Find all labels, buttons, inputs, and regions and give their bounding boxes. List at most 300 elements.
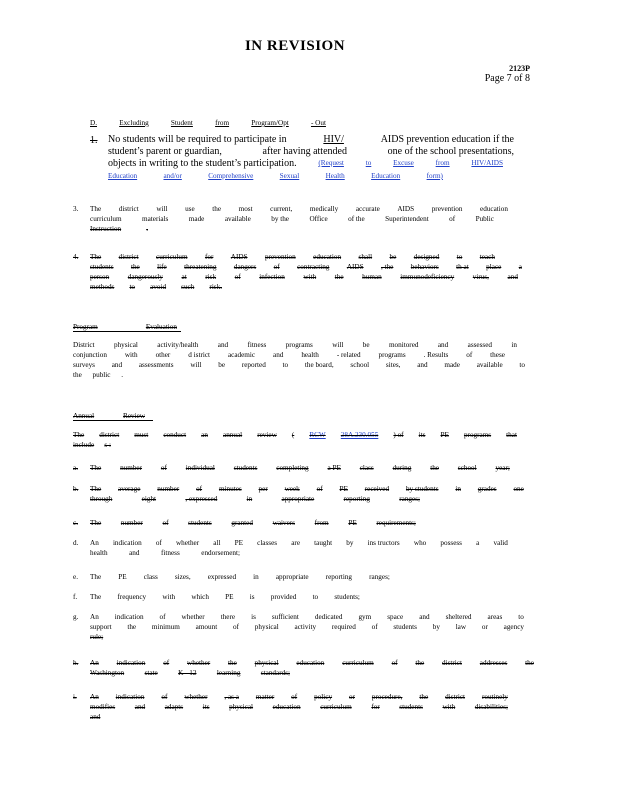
word: reporting (343, 495, 370, 503)
word: , as a (224, 693, 239, 701)
word: of (163, 659, 170, 667)
word: to (518, 613, 524, 621)
word: eight (141, 495, 157, 503)
word: Superintendent (385, 215, 429, 223)
list-item-marker: a. (73, 464, 78, 472)
word: grades (477, 485, 497, 493)
word: students (90, 263, 114, 271)
word: are (291, 539, 301, 547)
word: annual (223, 431, 243, 439)
word: include (73, 441, 95, 449)
word: An (90, 693, 99, 701)
word: dangers (233, 263, 257, 271)
word: current, (270, 205, 293, 213)
word: and (90, 713, 101, 721)
word: week (284, 485, 300, 493)
word: whether (184, 693, 208, 701)
word: Review (123, 412, 145, 420)
word: shall (358, 253, 373, 261)
item-3-number: 3. (73, 205, 79, 213)
word: and (417, 361, 428, 369)
word: is (249, 593, 255, 601)
word: The (73, 431, 85, 439)
word: Program/Opt (251, 119, 289, 127)
word: to (312, 593, 319, 601)
word: and (134, 703, 146, 711)
word: The (90, 593, 102, 601)
word: of (161, 693, 168, 701)
list-item-marker: f. (73, 593, 78, 601)
word: and (273, 351, 284, 359)
word: number (157, 485, 180, 493)
word: , the (381, 263, 394, 271)
word: activity/health (157, 341, 199, 349)
word: assessments (138, 361, 174, 369)
word: waivers (272, 519, 295, 527)
word: will (156, 205, 168, 213)
word: of (371, 623, 378, 631)
word: and (111, 361, 123, 369)
word: the (525, 659, 534, 667)
word: addresses (479, 659, 508, 667)
word: prevention (264, 253, 296, 261)
word: of (466, 351, 473, 359)
word: Sexual (279, 172, 300, 180)
word: policy (314, 693, 333, 701)
word: one (513, 485, 524, 493)
word: in (455, 485, 461, 493)
heading-underline (73, 420, 153, 421)
word: and (419, 613, 430, 621)
word: , expressed (185, 495, 218, 503)
word: PE (339, 485, 348, 493)
word: to (456, 253, 463, 261)
word: physical (254, 659, 279, 667)
word: class (359, 464, 374, 472)
word: to (519, 361, 525, 369)
list-item-marker: h. (73, 659, 79, 667)
word: per (258, 485, 268, 493)
word: which (191, 593, 209, 601)
list-item-marker: d. (73, 539, 79, 547)
word: place (486, 263, 502, 271)
word: district (99, 431, 120, 439)
word: individual (185, 464, 215, 472)
item-3-paragraph (90, 204, 508, 234)
word: (Request (318, 159, 344, 167)
word: available (476, 361, 503, 369)
word: ( (291, 431, 295, 439)
word: modifies (90, 703, 116, 711)
word: law (455, 623, 467, 631)
word: be (362, 341, 370, 349)
word: state (144, 669, 158, 677)
word: will (190, 361, 202, 369)
word: indication (114, 613, 144, 621)
word: and (437, 341, 449, 349)
word: the (130, 263, 140, 271)
word: a PE (327, 464, 341, 472)
word: physical (113, 341, 138, 349)
word: rule; (90, 633, 104, 641)
word: agency (503, 623, 524, 631)
word: health (90, 549, 108, 557)
word: Education (108, 172, 138, 180)
word: The (90, 485, 102, 493)
word: Excuse (393, 159, 414, 167)
word: risk. (209, 283, 222, 291)
word: dangerously (127, 273, 163, 281)
word: and (507, 273, 518, 281)
word: completing (276, 464, 309, 472)
word: life (157, 263, 167, 271)
word: prevention (431, 205, 463, 213)
word: from (314, 519, 329, 527)
word: Annual (73, 412, 95, 420)
word: valid (493, 539, 508, 547)
word: sizes, (174, 573, 191, 581)
word: students; (334, 593, 360, 601)
word: endorsement; (201, 549, 240, 557)
word: reported (241, 361, 266, 369)
word: by students (405, 485, 439, 493)
word: public (92, 371, 111, 379)
word: granted (231, 519, 253, 527)
word: a (476, 539, 480, 547)
word: matter (255, 693, 275, 701)
list-item (90, 484, 534, 504)
word: AIDS (397, 205, 415, 213)
word: sheltered (445, 613, 472, 621)
word: school (350, 361, 370, 369)
word: monitored (388, 341, 419, 349)
program-evaluation-paragraph (73, 340, 525, 380)
word: by the (271, 215, 289, 223)
word: such (181, 283, 195, 291)
word: provided (270, 593, 297, 601)
word: with (162, 593, 176, 601)
list-item (90, 572, 534, 582)
word: indication (115, 693, 145, 701)
word: minutes (218, 485, 242, 493)
word: indication (116, 659, 146, 667)
word: form) (426, 172, 443, 180)
word: procedure, (371, 693, 403, 701)
word: from (435, 159, 450, 167)
word: in (511, 341, 517, 349)
annual-review-intro (73, 430, 517, 450)
word: the (334, 273, 344, 281)
word: average (118, 485, 141, 493)
word: No students will be required to participate in (108, 134, 287, 145)
word: behaviors (410, 263, 439, 271)
word: AIDS prevention education if the (380, 134, 514, 145)
word: frequency (117, 593, 147, 601)
word: students (399, 703, 423, 711)
word: adapts (164, 703, 184, 711)
word: the board, (304, 361, 334, 369)
word: Comprehensive (208, 172, 254, 180)
word: student’s parent or guardian, (108, 146, 222, 157)
word: indication (112, 539, 142, 547)
word: PE (348, 519, 357, 527)
word: received (364, 485, 390, 493)
word: District (73, 341, 95, 349)
word: taught (314, 539, 333, 547)
word: curriculum (342, 659, 374, 667)
word: education (313, 253, 342, 261)
word: possess (440, 539, 462, 547)
word: its (418, 431, 426, 439)
word: a (518, 263, 522, 271)
word: to (282, 361, 289, 369)
item-4-paragraph (90, 252, 522, 292)
word: of (291, 693, 298, 701)
word: . (146, 225, 148, 233)
word: be (218, 361, 226, 369)
word: for (371, 703, 380, 711)
word: Washington (90, 669, 125, 677)
word: of (162, 519, 169, 527)
heading-underline (73, 331, 181, 332)
list-item-marker: b. (73, 485, 79, 493)
word: at (181, 273, 187, 281)
word: programs (378, 351, 406, 359)
word: avoid (150, 283, 167, 291)
list-item-marker: g. (73, 613, 79, 621)
list-item-marker: i. (73, 693, 77, 701)
word: made (188, 215, 205, 223)
word: the (415, 659, 425, 667)
word: number (120, 519, 143, 527)
word: most (238, 205, 253, 213)
word: other (155, 351, 171, 359)
word: after having attended (262, 146, 347, 157)
word: gym (358, 613, 372, 621)
word: of (233, 623, 239, 631)
list-item (90, 658, 534, 678)
word: class (143, 573, 158, 581)
word: whether (181, 613, 205, 621)
word: teach (479, 253, 495, 261)
word: students (233, 464, 258, 472)
word: - related (336, 351, 361, 359)
word: education (480, 205, 508, 213)
word: of (196, 485, 203, 493)
word: district (445, 693, 466, 701)
word: academic (227, 351, 256, 359)
word: of (159, 613, 166, 621)
word: and (129, 549, 140, 557)
word: school (457, 464, 477, 472)
word: Office (309, 215, 328, 223)
word: through (90, 495, 113, 503)
word: The (90, 205, 102, 213)
word: Program (73, 323, 98, 331)
word: that (506, 431, 517, 439)
word: Education (371, 172, 401, 180)
word: designed (413, 253, 440, 261)
word: dedicated (314, 613, 343, 621)
word: the (430, 464, 439, 472)
word: district (442, 659, 462, 667)
word: sufficient (271, 613, 299, 621)
word: these (490, 351, 505, 359)
word: who (413, 539, 427, 547)
word: with (442, 703, 456, 711)
word: curriculum (156, 253, 188, 261)
word: of (234, 273, 241, 281)
word: required (331, 623, 356, 631)
word: human (362, 273, 382, 281)
word: virus, (472, 273, 489, 281)
word: space (387, 613, 404, 621)
word: be (389, 253, 397, 261)
word: PE (234, 539, 243, 547)
word: review (257, 431, 277, 439)
word: for (204, 253, 214, 261)
word: disabilities; (474, 703, 508, 711)
word: appropriate (281, 495, 315, 503)
word: ins tructors (367, 539, 400, 547)
word: expressed (207, 573, 237, 581)
word: d istrict (188, 351, 211, 359)
word: Health (325, 172, 345, 180)
word: to (365, 159, 372, 167)
word: and (217, 341, 229, 349)
word: Instruction (90, 225, 122, 233)
word: programs (463, 431, 492, 439)
word: with (124, 351, 138, 359)
word: conjunction (73, 351, 107, 359)
word: the (73, 371, 82, 379)
word: K - 12 (178, 669, 197, 677)
word: requirements; (376, 519, 416, 527)
word: or (348, 693, 355, 701)
word: ranges; (369, 573, 390, 581)
word: Public (475, 215, 494, 223)
word: minimum (151, 623, 180, 631)
word: The (90, 519, 102, 527)
word: in (253, 573, 259, 581)
word: of (391, 659, 398, 667)
word: The (90, 573, 102, 581)
word: immunodeficiency (400, 273, 455, 281)
word: of the (348, 215, 365, 223)
word: to (129, 283, 136, 291)
section-d-item-number: 1. (90, 135, 98, 146)
word: its (202, 703, 210, 711)
word: programs (285, 341, 313, 349)
word: areas (487, 613, 503, 621)
list-item (90, 538, 534, 558)
word: activity (294, 623, 317, 631)
word: s : (104, 441, 111, 449)
word: - Out (310, 119, 326, 127)
word: . (121, 371, 123, 379)
word: must (134, 431, 149, 439)
word: the (228, 659, 237, 667)
word: by (432, 623, 440, 631)
word: physical (254, 623, 279, 631)
word: ) of (393, 431, 404, 439)
list-item (90, 592, 534, 602)
word: the (127, 623, 137, 631)
section-d-heading (90, 118, 326, 128)
word: health (301, 351, 319, 359)
word: use (185, 205, 195, 213)
word: education (272, 703, 301, 711)
word: of (273, 263, 280, 271)
item-4-number: 4. (73, 253, 79, 261)
word: PE (440, 431, 449, 439)
word: conduct (163, 431, 187, 439)
policy-code: 2123P (509, 64, 530, 73)
word: available (224, 215, 251, 223)
list-item-marker: c. (73, 519, 78, 527)
word: students (393, 623, 417, 631)
word: . Results (423, 351, 449, 359)
word: or (481, 623, 488, 631)
word: support (90, 623, 112, 631)
list-item (90, 612, 534, 642)
word: methods (90, 283, 115, 291)
word: of (160, 464, 167, 472)
word: made (444, 361, 460, 369)
word: sites, (385, 361, 401, 369)
word: Evaluation (145, 323, 177, 331)
word: routinely (481, 693, 508, 701)
word: 28A.230.055 (340, 431, 379, 439)
word: HIV/AIDS (471, 159, 503, 167)
word: all (213, 539, 221, 547)
word: amount (195, 623, 218, 631)
word: appropriate (275, 573, 309, 581)
list-item (90, 463, 534, 473)
list-item-marker: e. (73, 573, 78, 581)
section-d-paragraph (108, 134, 514, 181)
word: accurate (355, 205, 380, 213)
word: reporting (325, 573, 353, 581)
word: Excluding (119, 119, 149, 127)
word: Student (170, 119, 193, 127)
word: curriculum (320, 703, 352, 711)
word: during (392, 464, 412, 472)
word: th at (456, 263, 469, 271)
word: fitness (160, 549, 180, 557)
page-title: IN REVISION (244, 38, 346, 54)
word: by (346, 539, 354, 547)
word: education (296, 659, 325, 667)
word: ranges; (399, 495, 420, 503)
word: classes (257, 539, 278, 547)
word: materials (142, 215, 169, 223)
word: HIV/ (323, 134, 344, 145)
word: threatening (184, 263, 217, 271)
word: objects in writing to the student’s participation. (108, 158, 297, 169)
word: infection (259, 273, 285, 281)
word: there (220, 613, 236, 621)
word: with (303, 273, 317, 281)
word: surveys (73, 361, 95, 369)
word: PE (225, 593, 234, 601)
word: learning (216, 669, 241, 677)
word: contracting (297, 263, 330, 271)
word: assessed (467, 341, 492, 349)
word: fitness (247, 341, 267, 349)
word: whether (175, 539, 200, 547)
word: An (90, 539, 99, 547)
